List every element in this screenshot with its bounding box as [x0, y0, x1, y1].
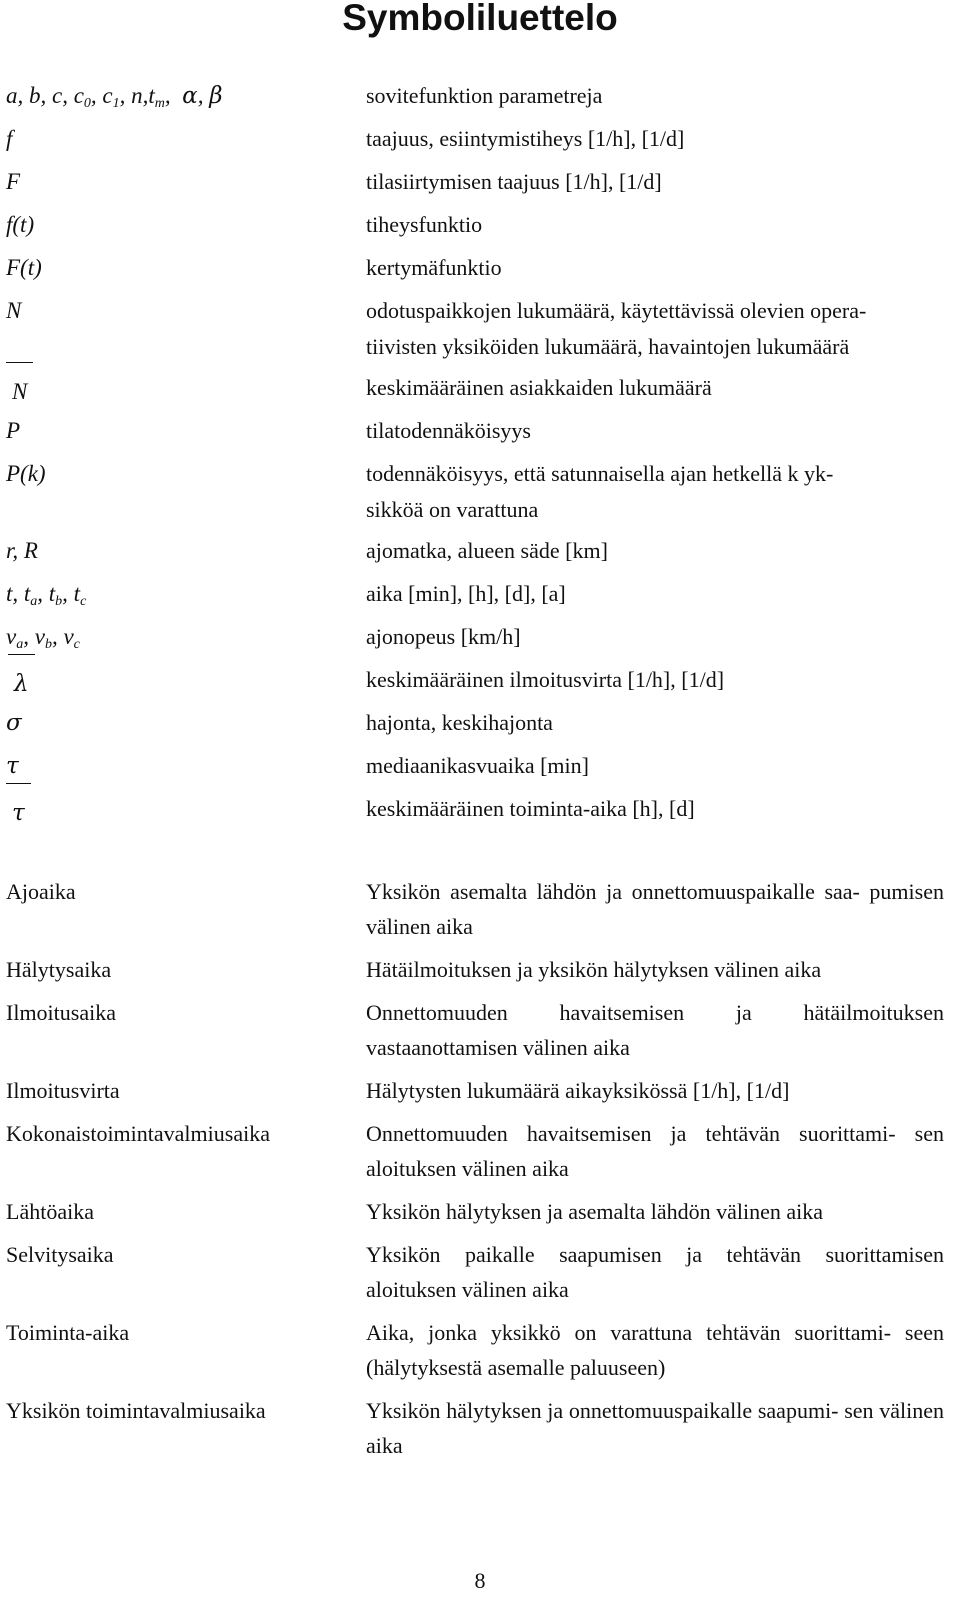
symbol: P — [6, 418, 21, 443]
symbol-description: ajomatka, alueen säde [km] — [366, 538, 608, 563]
term-description: Onnettomuuden havaitsemisen ja tehtävän suorittami- sen aloituksen välinen aika — [366, 1121, 944, 1181]
symbol: F — [6, 169, 21, 194]
symbol-description: keskimääräinen ilmoitusvirta [1/h], [1/d] — [366, 667, 725, 692]
symbol-description: sovitefunktion parametreja — [366, 83, 603, 108]
term-description: Yksikön hälytyksen ja onnettomuuspaikalle saapumi- sen välinen aika — [366, 1398, 944, 1458]
overlined-symbol: τ — [12, 791, 25, 831]
symbol: $v_a$, $v_b$, $v_c$ — [6, 624, 80, 652]
term: Ilmoitusaika — [6, 1000, 116, 1025]
term-description: Yksikön asemalta lähdön ja onnettomuuspaikalle saa- pumisen välinen aika — [366, 879, 944, 939]
symbol-description: tilasiirtymisen taajuus [1/h], [1/d] — [366, 169, 662, 194]
page-number: 8 — [474, 1568, 486, 1593]
symbol: σ — [6, 710, 22, 736]
term: Lähtöaika — [6, 1199, 94, 1224]
term: Ajoaika — [6, 879, 76, 904]
symbol-description: taajuus, esiintymistiheys [1/h], [1/d] — [366, 126, 685, 151]
symbol: τ — [6, 753, 19, 779]
term-description: Hälytysten lukumäärä aikayksikössä [1/h], [1/d] — [366, 1078, 790, 1103]
description-line: todennäköisyys, että satunnaisella ajan hetkellä k yk- — [366, 461, 834, 486]
symbol-description — [366, 293, 946, 365]
description-line: tiivisten yksiköiden lukumäärä, havaintojen lukumäärä — [366, 334, 850, 359]
term: Selvitysaika — [6, 1242, 114, 1267]
term-description: Hätäilmoituksen ja yksikön hälytyksen välinen aika — [366, 957, 822, 982]
symbol: r, R — [6, 538, 38, 563]
symbol — [12, 791, 25, 831]
overlined-symbol: N — [12, 370, 27, 410]
term: Kokonaistoimintavalmiusaika — [6, 1121, 270, 1146]
symbol-description: keskimääräinen toiminta-aika [h], [d] — [366, 796, 695, 821]
term: Hälytysaika — [6, 957, 112, 982]
symbol-description: hajonta, keskihajonta — [366, 710, 553, 735]
overlined-symbol: λ — [14, 662, 29, 702]
symbol: f(t) — [6, 212, 35, 237]
symbol — [14, 662, 29, 702]
symbol — [12, 370, 27, 410]
page-title: Symboliluettelo — [342, 0, 618, 38]
symbol-description: ajonopeus [km/h] — [366, 624, 521, 649]
symbol-description: mediaanikasvuaika [min] — [366, 753, 589, 778]
term: Ilmoitusvirta — [6, 1078, 120, 1103]
symbol: a, b, c, $c_0$, $c_1$, $n,t_m$, α, β — [6, 83, 223, 111]
symbol-description: aika [min], [h], [d], [a] — [366, 581, 566, 606]
symbol-description: kertymäfunktio — [366, 255, 502, 280]
description-line: sikköä on varattuna — [366, 497, 539, 522]
symbol: t, $t_a$, $t_b$, $t_c$ — [6, 581, 87, 609]
symbol: N — [6, 298, 22, 323]
term-description: Onnettomuuden havaitsemisen ja hätäilmoituksen vastaanottamisen välinen aika — [366, 1000, 944, 1060]
term: Toiminta-aika — [6, 1320, 130, 1345]
symbol: P(k) — [6, 461, 46, 486]
symbol-description: tilatodennäköisyys — [366, 418, 531, 443]
term-description: Yksikön hälytyksen ja asemalta lähdön välinen aika — [366, 1199, 823, 1224]
term: Yksikön toimintavalmiusaika — [6, 1398, 266, 1423]
symbol-description — [366, 456, 946, 528]
symbol: f — [6, 126, 13, 151]
term-description: Aika, jonka yksikkö on varattuna tehtävän suorittami- seen (hälytyksestä asemalle paluuseen) — [366, 1320, 944, 1380]
symbol: F(t) — [6, 255, 42, 280]
description-line: odotuspaikkojen lukumäärä, käytettävissä olevien opera- — [366, 298, 867, 323]
symbol-description: keskimääräinen asiakkaiden lukumäärä — [366, 375, 712, 400]
term-description: Yksikön paikalle saapumisen ja tehtävän suorittamisen aloituksen välinen aika — [366, 1242, 944, 1302]
symbol-description: tiheysfunktio — [366, 212, 483, 237]
